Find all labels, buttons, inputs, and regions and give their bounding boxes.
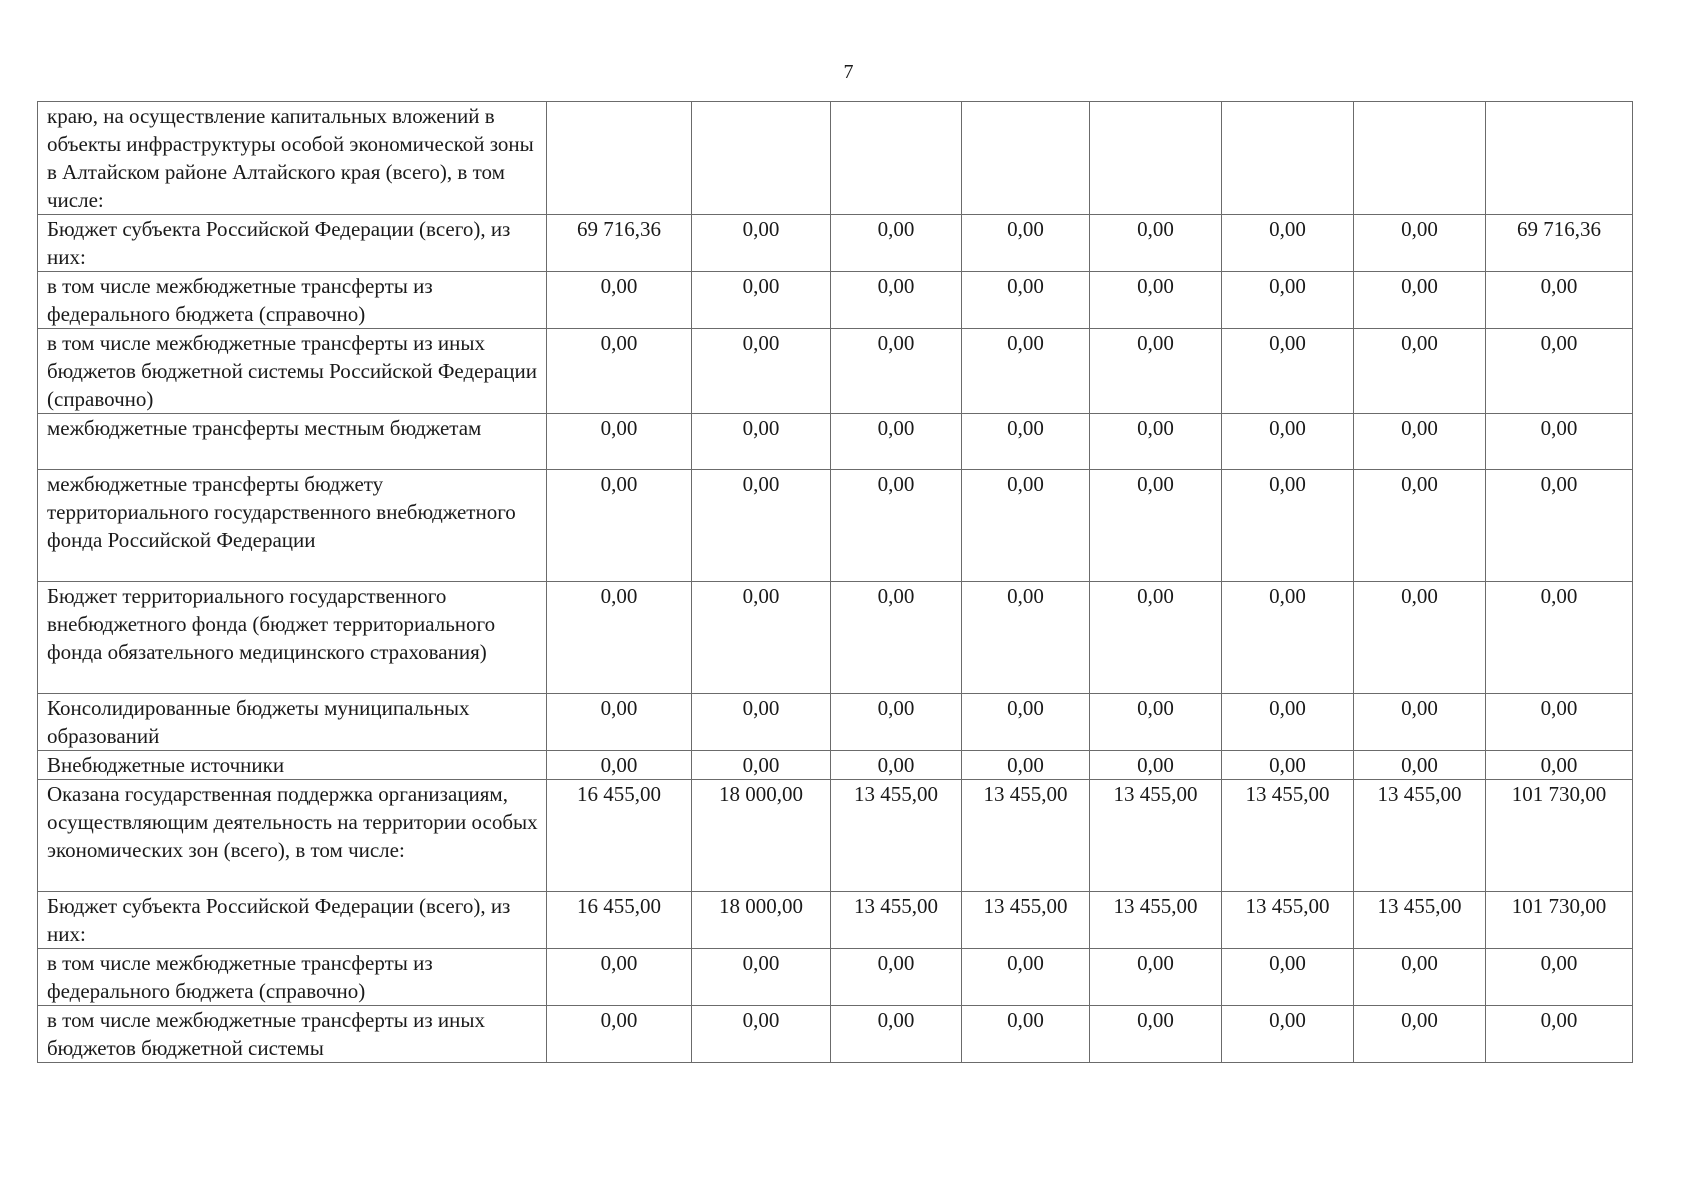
value-cell: 0,00 bbox=[1354, 470, 1486, 582]
value-cell: 0,00 bbox=[1222, 1006, 1354, 1063]
table-row bbox=[38, 414, 1633, 470]
value-cell: 0,00 bbox=[1486, 272, 1633, 329]
value-cell: 0,00 bbox=[1222, 329, 1354, 414]
row-label: Бюджет субъекта Российской Федерации (всего), из них: bbox=[38, 215, 547, 272]
value-cell: 0,00 bbox=[962, 215, 1090, 272]
value-cell: 0,00 bbox=[1222, 272, 1354, 329]
value-cell: 13 455,00 bbox=[1354, 780, 1486, 892]
value-cell bbox=[1090, 102, 1222, 215]
value-cell: 0,00 bbox=[962, 272, 1090, 329]
row-label: Консолидированные бюджеты муниципальных образований bbox=[38, 694, 547, 751]
table-row bbox=[38, 694, 1633, 751]
value-cell: 13 455,00 bbox=[1222, 780, 1354, 892]
row-label: межбюджетные трансферты местным бюджетам bbox=[38, 414, 547, 470]
value-cell: 0,00 bbox=[1090, 414, 1222, 470]
value-cell: 0,00 bbox=[1090, 949, 1222, 1006]
value-cell: 0,00 bbox=[1222, 694, 1354, 751]
value-cell: 0,00 bbox=[547, 470, 692, 582]
value-cell: 0,00 bbox=[547, 1006, 692, 1063]
value-cell: 0,00 bbox=[1354, 215, 1486, 272]
value-cell: 13 455,00 bbox=[1222, 892, 1354, 949]
row-label: в том числе межбюджетные трансферты из федерального бюджета (справочно) bbox=[38, 272, 547, 329]
value-cell: 101 730,00 bbox=[1486, 780, 1633, 892]
value-cell: 0,00 bbox=[1090, 694, 1222, 751]
value-cell: 0,00 bbox=[962, 329, 1090, 414]
value-cell: 0,00 bbox=[962, 694, 1090, 751]
value-cell: 0,00 bbox=[692, 329, 831, 414]
value-cell: 0,00 bbox=[547, 414, 692, 470]
value-cell: 0,00 bbox=[1486, 470, 1633, 582]
value-cell: 0,00 bbox=[692, 949, 831, 1006]
value-cell: 0,00 bbox=[1090, 272, 1222, 329]
page-number: 7 bbox=[843, 61, 854, 83]
table-row bbox=[38, 751, 1633, 780]
value-cell: 13 455,00 bbox=[962, 892, 1090, 949]
row-label: в том числе межбюджетные трансферты из иных бюджетов бюджетной системы Российской Федерации (справочно) bbox=[38, 329, 547, 414]
value-cell: 0,00 bbox=[692, 272, 831, 329]
value-cell: 0,00 bbox=[1354, 694, 1486, 751]
table-row bbox=[38, 892, 1633, 949]
row-label: Бюджет субъекта Российской Федерации (всего), из них: bbox=[38, 892, 547, 949]
value-cell: 0,00 bbox=[547, 694, 692, 751]
value-cell bbox=[1486, 102, 1633, 215]
value-cell: 0,00 bbox=[1090, 582, 1222, 694]
row-label: в том числе межбюджетные трансферты из федерального бюджета (справочно) bbox=[38, 949, 547, 1006]
value-cell: 0,00 bbox=[692, 215, 831, 272]
table-row bbox=[38, 329, 1633, 414]
value-cell: 0,00 bbox=[547, 272, 692, 329]
row-label: Оказана государственная поддержка организациям, осуществляющим деятельность на территории особых экономических зон (всего), в том числе: bbox=[38, 780, 547, 892]
value-cell: 0,00 bbox=[831, 470, 962, 582]
value-cell: 0,00 bbox=[692, 582, 831, 694]
value-cell: 0,00 bbox=[962, 949, 1090, 1006]
value-cell: 69 716,36 bbox=[1486, 215, 1633, 272]
value-cell: 0,00 bbox=[1354, 751, 1486, 780]
value-cell: 0,00 bbox=[692, 414, 831, 470]
value-cell bbox=[547, 102, 692, 215]
value-cell: 0,00 bbox=[831, 751, 962, 780]
table-row bbox=[38, 1006, 1633, 1063]
value-cell: 13 455,00 bbox=[1090, 892, 1222, 949]
value-cell: 0,00 bbox=[831, 414, 962, 470]
value-cell: 0,00 bbox=[1486, 949, 1633, 1006]
value-cell: 0,00 bbox=[1354, 1006, 1486, 1063]
table-row bbox=[38, 272, 1633, 329]
value-cell: 0,00 bbox=[831, 272, 962, 329]
value-cell: 16 455,00 bbox=[547, 780, 692, 892]
value-cell: 13 455,00 bbox=[831, 892, 962, 949]
value-cell: 0,00 bbox=[831, 215, 962, 272]
value-cell: 13 455,00 bbox=[1354, 892, 1486, 949]
value-cell: 0,00 bbox=[547, 949, 692, 1006]
value-cell: 0,00 bbox=[1354, 329, 1486, 414]
value-cell: 16 455,00 bbox=[547, 892, 692, 949]
value-cell: 101 730,00 bbox=[1486, 892, 1633, 949]
value-cell bbox=[831, 102, 962, 215]
value-cell: 0,00 bbox=[831, 949, 962, 1006]
value-cell bbox=[962, 102, 1090, 215]
row-label: краю, на осуществление капитальных вложений в объекты инфраструктуры особой экономической зоны в Алтайском районе Алтайского края (всего), в том числе: bbox=[38, 102, 547, 215]
row-label: Бюджет территориального государственного внебюджетного фонда (бюджет территориального фонда обязательного медицинского страхования) bbox=[38, 582, 547, 694]
value-cell: 0,00 bbox=[547, 751, 692, 780]
value-cell: 0,00 bbox=[547, 582, 692, 694]
value-cell bbox=[692, 102, 831, 215]
value-cell: 0,00 bbox=[1090, 215, 1222, 272]
value-cell: 0,00 bbox=[1486, 582, 1633, 694]
value-cell bbox=[1222, 102, 1354, 215]
table-row bbox=[38, 582, 1633, 694]
budget-table bbox=[37, 101, 1633, 1063]
table-row bbox=[38, 102, 1633, 215]
value-cell: 0,00 bbox=[1486, 751, 1633, 780]
value-cell: 0,00 bbox=[547, 329, 692, 414]
value-cell: 0,00 bbox=[692, 1006, 831, 1063]
row-label: в том числе межбюджетные трансферты из иных бюджетов бюджетной системы bbox=[38, 1006, 547, 1063]
value-cell bbox=[1354, 102, 1486, 215]
value-cell: 0,00 bbox=[1486, 329, 1633, 414]
row-label: Внебюджетные источники bbox=[38, 751, 547, 780]
value-cell: 0,00 bbox=[1486, 1006, 1633, 1063]
value-cell: 0,00 bbox=[962, 470, 1090, 582]
value-cell: 0,00 bbox=[1354, 582, 1486, 694]
value-cell: 13 455,00 bbox=[962, 780, 1090, 892]
value-cell: 0,00 bbox=[962, 1006, 1090, 1063]
value-cell: 0,00 bbox=[1222, 215, 1354, 272]
table-row bbox=[38, 470, 1633, 582]
value-cell: 0,00 bbox=[1090, 470, 1222, 582]
row-label: межбюджетные трансферты бюджету территориального государственного внебюджетного фонда Российской Федерации bbox=[38, 470, 547, 582]
value-cell: 0,00 bbox=[1486, 694, 1633, 751]
value-cell: 0,00 bbox=[692, 751, 831, 780]
value-cell: 13 455,00 bbox=[831, 780, 962, 892]
table-row bbox=[38, 949, 1633, 1006]
value-cell: 18 000,00 bbox=[692, 780, 831, 892]
value-cell: 0,00 bbox=[1222, 949, 1354, 1006]
value-cell: 0,00 bbox=[1222, 582, 1354, 694]
value-cell: 0,00 bbox=[1354, 949, 1486, 1006]
value-cell: 0,00 bbox=[831, 329, 962, 414]
value-cell: 0,00 bbox=[1354, 414, 1486, 470]
value-cell: 0,00 bbox=[692, 694, 831, 751]
value-cell: 0,00 bbox=[1222, 414, 1354, 470]
value-cell: 0,00 bbox=[1090, 751, 1222, 780]
value-cell: 0,00 bbox=[1354, 272, 1486, 329]
value-cell: 0,00 bbox=[962, 582, 1090, 694]
value-cell: 0,00 bbox=[962, 414, 1090, 470]
value-cell: 0,00 bbox=[1222, 751, 1354, 780]
value-cell: 0,00 bbox=[962, 751, 1090, 780]
value-cell: 13 455,00 bbox=[1090, 780, 1222, 892]
value-cell: 0,00 bbox=[1090, 1006, 1222, 1063]
value-cell: 0,00 bbox=[692, 470, 831, 582]
value-cell: 0,00 bbox=[831, 1006, 962, 1063]
table-body bbox=[38, 102, 1633, 1063]
value-cell: 18 000,00 bbox=[692, 892, 831, 949]
value-cell: 0,00 bbox=[1222, 470, 1354, 582]
value-cell: 0,00 bbox=[831, 582, 962, 694]
value-cell: 0,00 bbox=[831, 694, 962, 751]
table-row bbox=[38, 215, 1633, 272]
value-cell: 69 716,36 bbox=[547, 215, 692, 272]
value-cell: 0,00 bbox=[1486, 414, 1633, 470]
table-row bbox=[38, 780, 1633, 892]
value-cell: 0,00 bbox=[1090, 329, 1222, 414]
